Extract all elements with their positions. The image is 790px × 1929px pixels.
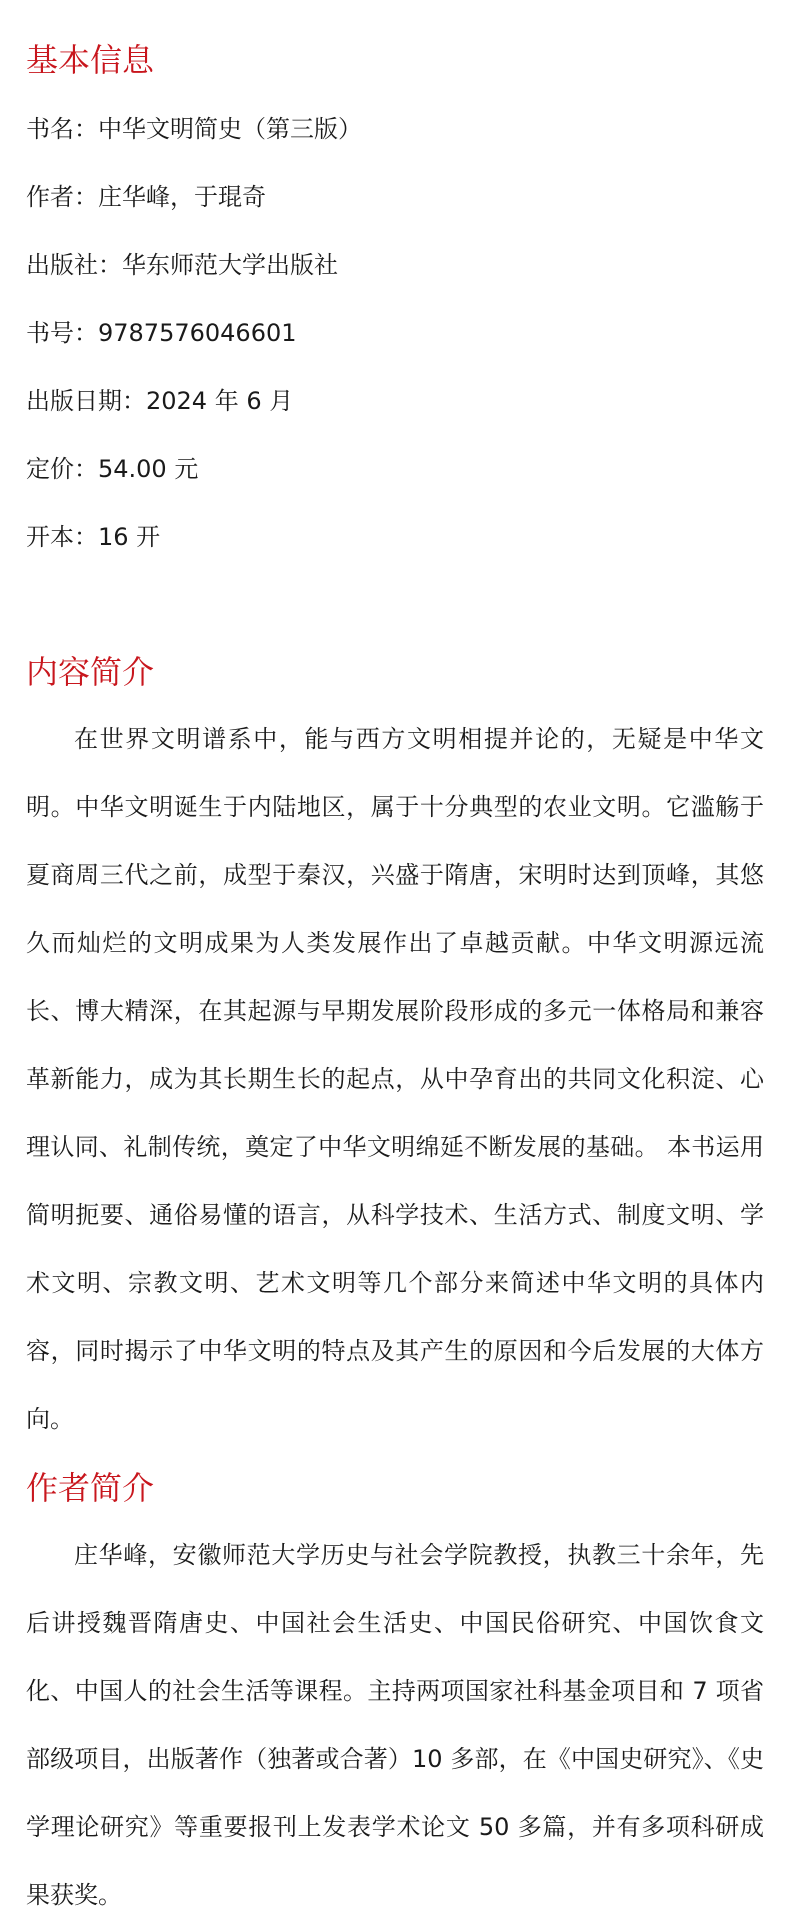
author-intro-paragraph: 庄华峰，安徽师范大学历史与社会学院教授，执教三十余年，先后讲授魏晋隋唐史、中国社会生活史、中国民俗研究、中国饮食文化、中国人的社会生活等课程。主持两项国家社科基金项目和 7 项省部级项目，出版著作（独著或合著）10 多部，在《中国史研究》、《史学理论研究》等重要报刊上发表学术论文 50 多篇，并有多项科研成果获奖。 <box>26 1541 764 1909</box>
info-isbn: 书号：9787576046601 <box>26 319 297 347</box>
author-intro-heading: 作者简介 <box>26 1469 155 1507</box>
info-format: 开本：16 开 <box>26 523 161 551</box>
content-intro-heading: 内容简介 <box>26 653 155 691</box>
content-intro-paragraph: 在世界文明谱系中，能与西方文明相提并论的，无疑是中华文明。中华文明诞生于内陆地区，属于十分典型的农业文明。它滥觞于夏商周三代之前，成型于秦汉，兴盛于隋唐，宋明时达到顶峰，其悠久而灿烂的文明成果为人类发展作出了卓越贡献。中华文明源远流长、博大精深，在其起源与早期发展阶段形成的多元一体格局和兼容革新能力，成为其长期生长的起点，从中孕育出的共同文化积淀、心理认同、礼制传统，奠定了中华文明绵延不断发展的基础。 本书运用简明扼要、通俗易懂的语言，从科学技术、生活方式、制度文明、学术文明、宗教文明、艺术文明等几个部分来简述中华文明的具体内容，同时揭示了中华文明的特点及其产生的原因和今后发展的大体方向。 <box>26 725 764 1433</box>
basic-info-heading: 基本信息 <box>26 41 155 79</box>
info-publish-date: 出版日期：2024 年 6 月 <box>26 387 294 415</box>
info-publisher: 出版社：华东师范大学出版社 <box>26 251 338 279</box>
info-author: 作者：庄华峰，于琨奇 <box>26 183 266 211</box>
info-price: 定价：54.00 元 <box>26 455 199 483</box>
info-title: 书名：中华文明简史（第三版） <box>26 115 362 143</box>
